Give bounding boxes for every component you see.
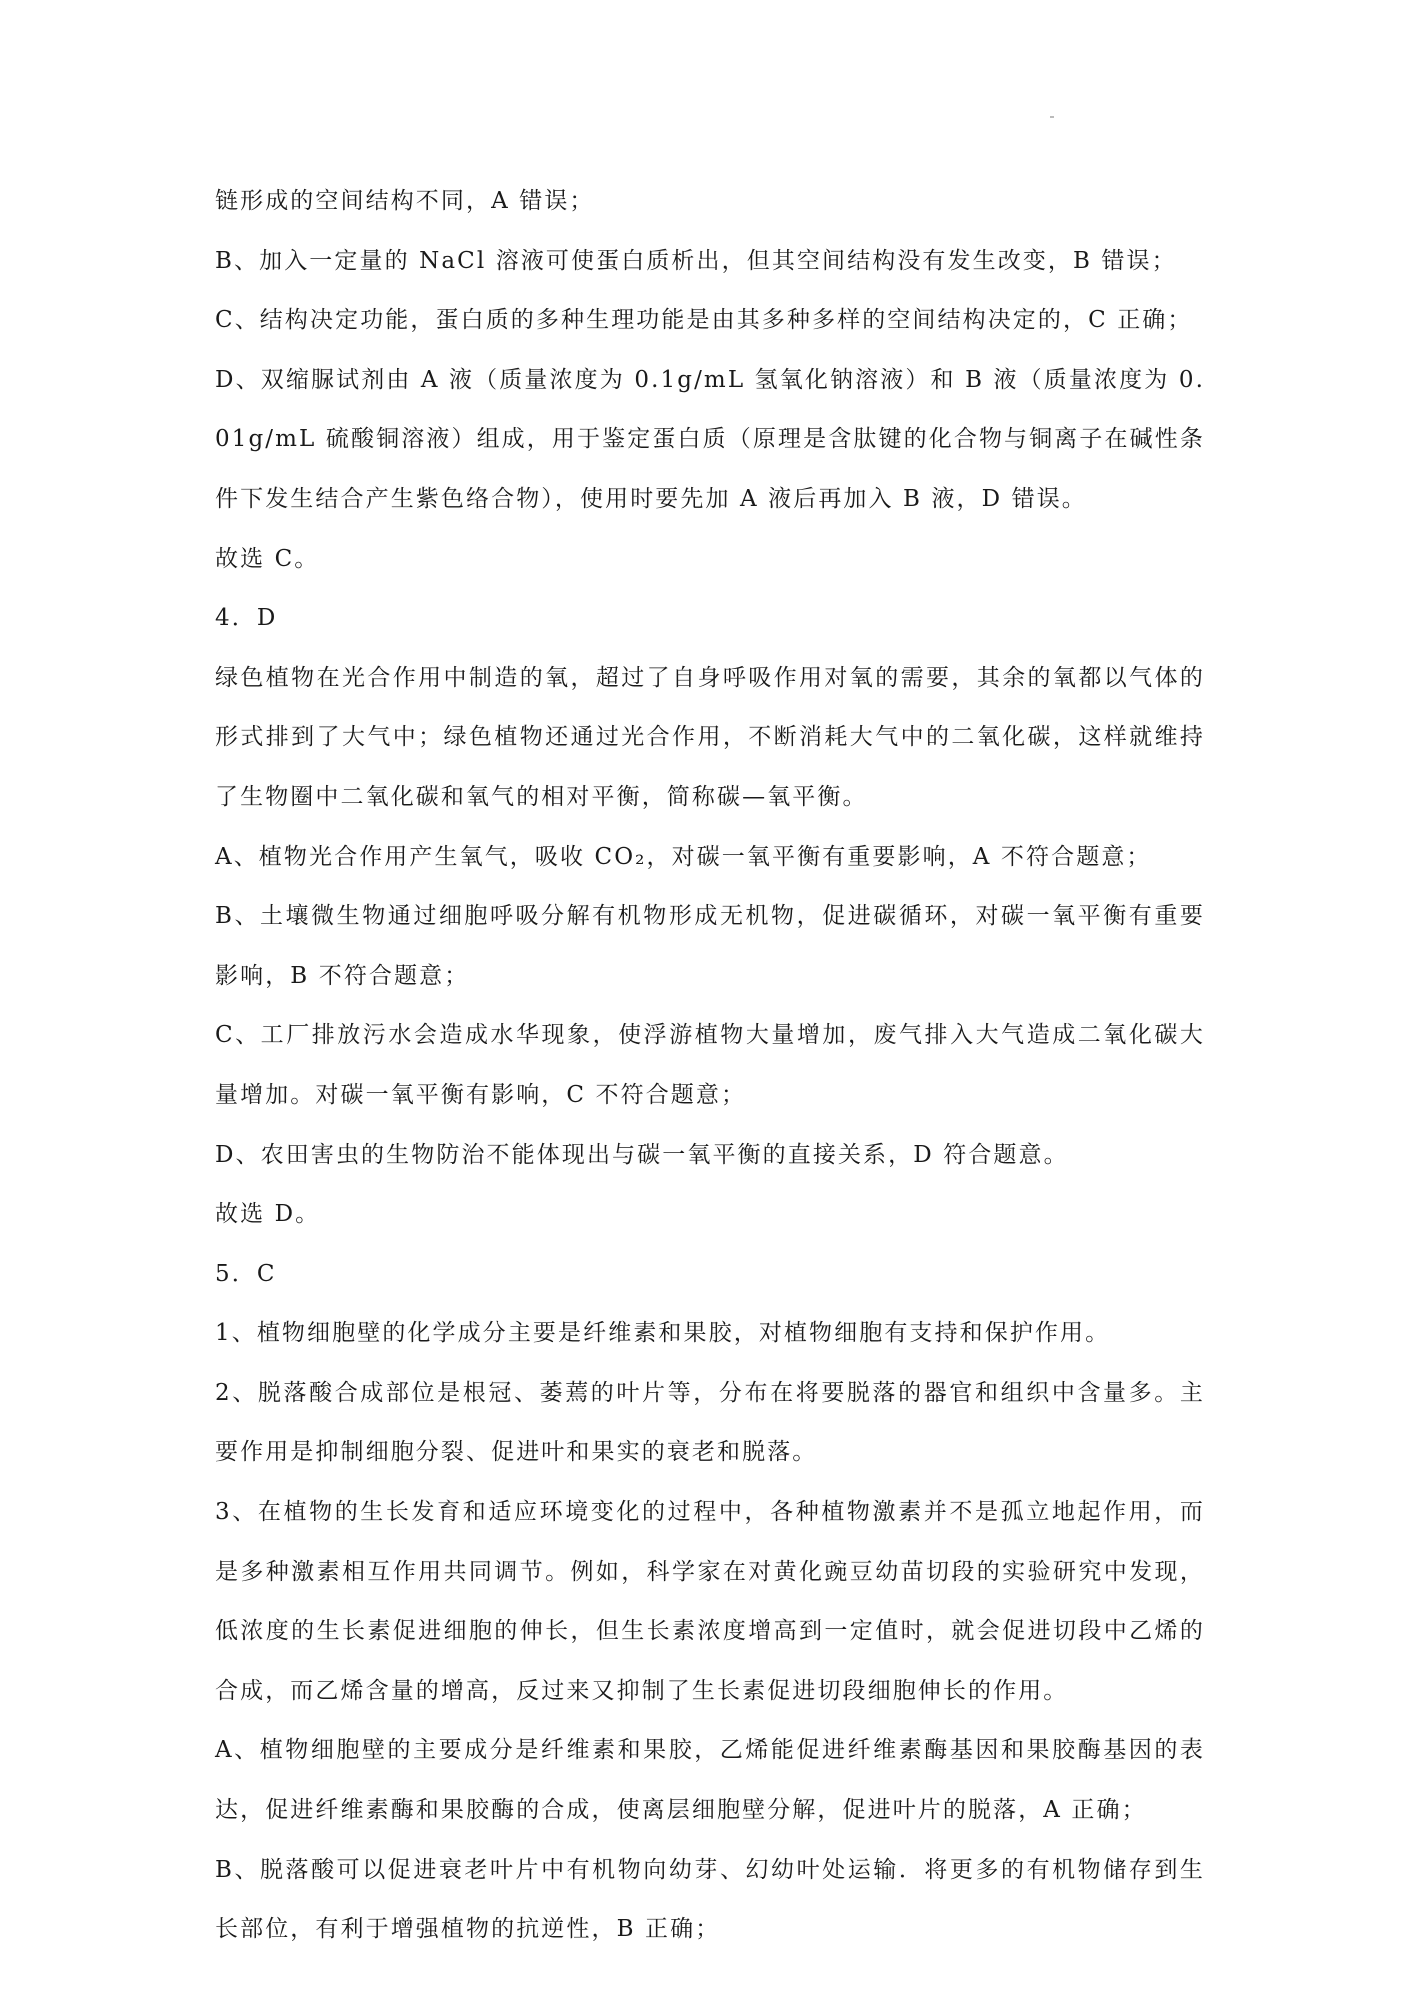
paragraph: A、植物细胞壁的主要成分是纤维素和果胶，乙烯能促进纤维素酶基因和果胶酶基因的表达，促进纤维素酶和果胶酶的合成，使离层细胞壁分解，促进叶片的脱落，A 正确； (215, 1737, 1205, 1824)
paragraph: 2、脱落酸合成部位是根冠、萎蔫的叶片等，分布在将要脱落的器官和组织中含量多。主要作用是抑制细胞分裂、促进叶和果实的衰老和脱落。 (215, 1379, 1205, 1466)
paragraph: 3、在植物的生长发育和适应环境变化的过程中，各种植物激素并不是孤立地起作用，而是多种激素相互作用共同调节。例如，科学家在对黄化豌豆幼苗切段的实验研究中发现，低浓度的生长素促进细胞的伸长，但生长素浓度增高到一定值时，就会促进切段中乙烯的合成，而乙烯含量的增高，反过来又抑制了生长素促进切段细胞伸长的作用。 (215, 1499, 1205, 1704)
scan-mark (1050, 116, 1054, 118)
paragraph: D、双缩脲试剂由 A 液（质量浓度为 0.1g/mL 氢氧化钠溶液）和 B 液（质量浓度为 0.01g/mL 硫酸铜溶液）组成，用于鉴定蛋白质（原理是含肽键的化合物与铜离子在碱性条件下发生结合产生紫色络合物），使用时要先加 A 液后再加入 B 液，D 错误。 (215, 366, 1205, 512)
paragraph: 1、植物细胞壁的化学成分主要是纤维素和果胶，对植物细胞有支持和保护作用。 (215, 1320, 1111, 1347)
paragraph: B、土壤微生物通过细胞呼吸分解有机物形成无机物，促进碳循环，对碳一氧平衡有重要影响，B 不符合题意； (215, 903, 1205, 989)
paragraph: B、加入一定量的 NaCl 溶液可使蛋白质析出，但其空间结构没有发生改变，B 错误； (215, 247, 1177, 274)
paragraph: 故选 C。 (215, 545, 320, 572)
paragraph: A、植物光合作用产生氧气，吸收 CO₂，对碳一氧平衡有重要影响，A 不符合题意； (215, 843, 1152, 870)
paragraph: 链形成的空间结构不同，A 错误； (215, 188, 595, 214)
paragraph: D、农田害虫的生物防治不能体现出与碳一氧平衡的直接关系，D 符合题意。 (215, 1141, 1069, 1168)
question-answer-heading: 5．C (215, 1260, 277, 1287)
paragraph: B、脱落酸可以促进衰老叶片中有机物向幼芽、幻幼叶处运输．将更多的有机物储存到生长部位，有利于增强植物的抗逆性，B 正确； (215, 1856, 1205, 1943)
question-answer-heading: 4．D (215, 605, 278, 632)
paragraph: 绿色植物在光合作用中制造的氧，超过了自身呼吸作用对氧的需要，其余的氧都以气体的形式排到了大气中；绿色植物还通过光合作用，不断消耗大气中的二氧化碳，这样就维持了生物圈中二氧化碳和氧气的相对平衡，简称碳—氧平衡。 (215, 664, 1205, 810)
paragraph: 故选 D。 (215, 1201, 321, 1228)
paragraph: C、结构决定功能，蛋白质的多种生理功能是由其多种多样的空间结构决定的，C 正确； (215, 307, 1193, 334)
answer-text-body (215, 172, 1205, 1960)
paragraph: C、工厂排放污水会造成水华现象，使浮游植物大量增加，废气排入大气造成二氧化碳大量增加。对碳一氧平衡有影响，C 不符合题意； (215, 1022, 1205, 1108)
